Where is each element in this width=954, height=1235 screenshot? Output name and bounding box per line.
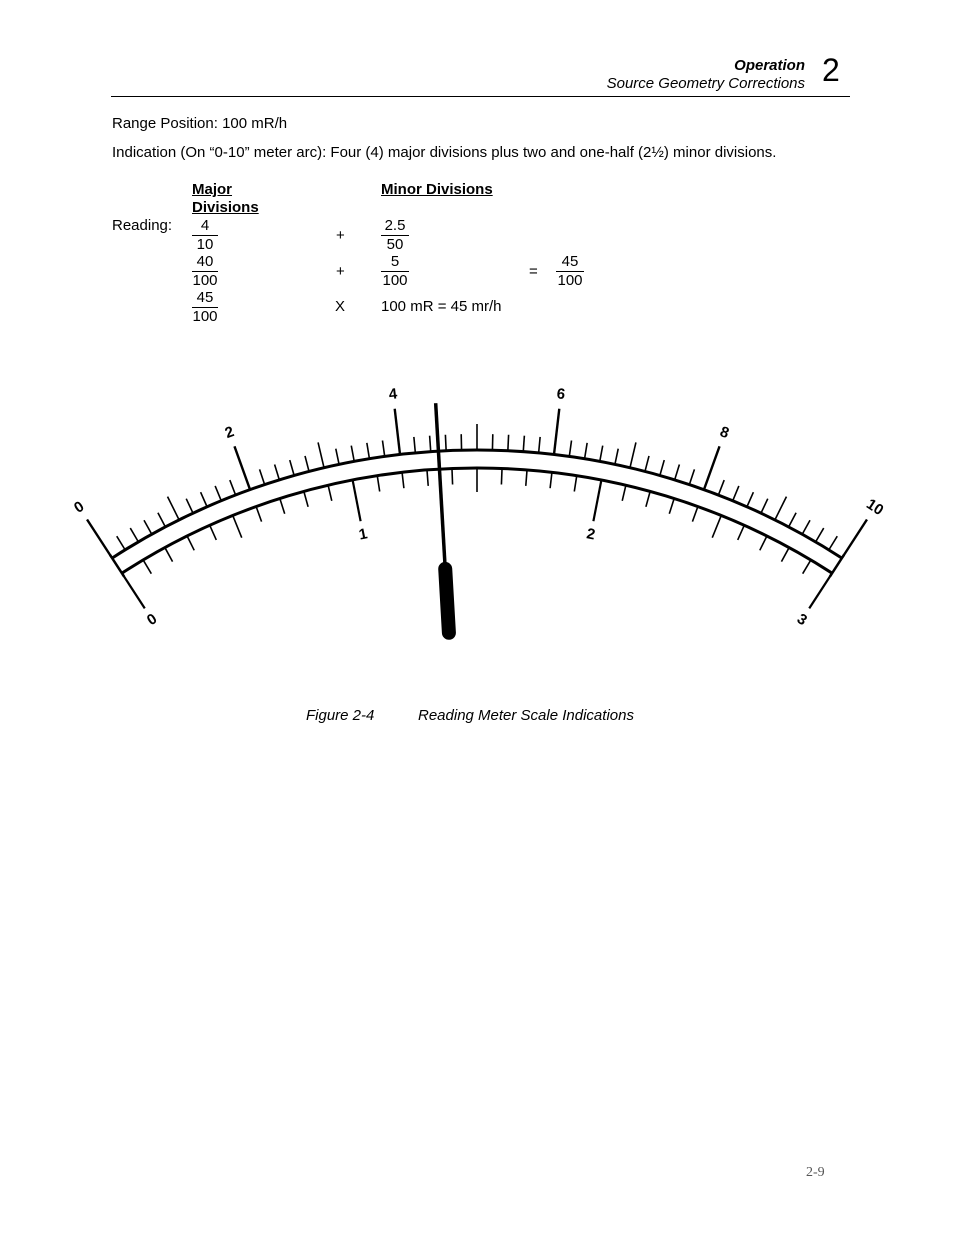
inner-tick — [593, 481, 601, 521]
inner-scale-label: 1 — [357, 525, 369, 544]
figure-title: Reading Meter Scale Indications — [418, 707, 634, 724]
outer-tick — [733, 486, 739, 500]
inner-tick — [646, 492, 650, 506]
inner-tick — [256, 507, 261, 521]
inner-tick — [803, 561, 811, 574]
band-left-cap — [110, 555, 124, 577]
outer-tick — [305, 456, 309, 471]
outer-scale-label: 0 — [70, 497, 88, 517]
row1-major-den: 10 — [196, 236, 214, 253]
row3-major-num: 45 — [192, 289, 218, 308]
outer-arc — [112, 450, 842, 558]
inner-scale-label: 3 — [793, 610, 811, 630]
inner-tick — [526, 471, 527, 486]
range-position-text: Range Position: 100 mR/h — [112, 115, 288, 132]
outer-tick — [816, 528, 824, 541]
outer-tick — [168, 497, 179, 519]
outer-tick — [523, 436, 524, 451]
reading-label: Reading: — [112, 217, 173, 234]
outer-tick — [761, 499, 767, 513]
outer-tick — [130, 528, 138, 541]
row3-result-text: 100 mR = 45 mr/h — [381, 298, 502, 315]
col-minor-header: Minor Divisions — [381, 181, 493, 198]
outer-tick — [260, 469, 265, 483]
row2-equals: = — [529, 263, 538, 280]
outer-tick — [554, 409, 559, 454]
inner-tick — [304, 492, 308, 506]
header-title: Operation — [734, 57, 805, 74]
outer-tick — [186, 499, 192, 513]
outer-tick — [275, 465, 279, 479]
outer-tick — [290, 460, 294, 474]
outer-tick — [445, 435, 446, 450]
outer-tick — [158, 513, 165, 526]
outer-tick — [803, 520, 810, 533]
inner-tick — [377, 477, 379, 492]
row1-major-num: 4 — [192, 217, 218, 236]
inner-tick — [760, 537, 767, 550]
needle-shaft — [436, 403, 446, 569]
band-right-cap — [830, 555, 844, 577]
outer-tick — [539, 437, 540, 452]
row2-major-den: 100 — [192, 272, 218, 289]
inner-tick — [210, 526, 216, 540]
inner-tick — [574, 477, 576, 492]
inner-tick — [692, 507, 697, 521]
outer-tick — [201, 492, 207, 506]
row2-minor-num: 5 — [381, 253, 409, 272]
col-major-header-1: Major — [192, 181, 233, 198]
header-subtitle: Source Geometry Corrections — [606, 75, 805, 92]
inner-tick — [809, 574, 831, 608]
inner-scale-label: 0 — [143, 610, 161, 630]
outer-scale-label: 2 — [222, 423, 237, 443]
outer-tick — [842, 520, 867, 558]
outer-tick — [430, 436, 431, 451]
indication-text: Indication (On “0-10” meter arc): Four (4) major divisions plus two and one-half (2½) minor divisions. — [112, 144, 777, 161]
col-major-header-2: Divisions — [192, 199, 259, 216]
inner-tick — [622, 486, 625, 501]
outer-tick — [414, 437, 415, 452]
outer-tick — [585, 443, 587, 458]
outer-tick — [87, 520, 112, 558]
meter-needle — [436, 403, 449, 633]
row3-operator: X — [335, 298, 346, 315]
row1-minor-num: 2.5 — [381, 217, 409, 236]
outer-tick — [382, 441, 384, 456]
outer-tick — [615, 449, 618, 464]
chapter-number: 2 — [822, 52, 840, 88]
inner-tick — [402, 473, 404, 488]
inner-tick — [165, 548, 172, 561]
outer-tick — [600, 446, 603, 461]
inner-tick — [353, 481, 361, 521]
outer-tick — [144, 520, 151, 533]
meter-arcs — [110, 450, 844, 577]
outer-tick — [675, 465, 679, 479]
inner-tick — [452, 469, 453, 484]
inner-tick — [669, 499, 674, 513]
row1-minor-den: 50 — [386, 236, 404, 253]
inner-tick — [781, 548, 788, 561]
inner-tick — [712, 516, 721, 537]
outer-scale-label: 8 — [717, 423, 732, 443]
outer-tick — [230, 480, 235, 494]
outer-tick — [747, 492, 753, 506]
inner-tick — [501, 469, 502, 484]
outer-scale-label: 6 — [555, 385, 567, 404]
outer-tick — [660, 460, 664, 474]
inner-tick — [144, 561, 152, 574]
outer-tick — [234, 446, 249, 488]
row2-minor-den: 100 — [382, 272, 408, 289]
outer-scale-label: 4 — [387, 385, 399, 404]
outer-tick — [569, 441, 571, 456]
needle-counterweight — [445, 569, 449, 633]
row2-major-num: 40 — [192, 253, 218, 272]
outer-tick — [789, 513, 796, 526]
outer-tick — [829, 536, 837, 549]
outer-tick — [719, 480, 724, 494]
outer-tick — [336, 449, 339, 464]
outer-tick — [117, 536, 125, 549]
row1-operator: + — [336, 227, 345, 244]
outer-tick — [690, 469, 695, 483]
outer-scale-label: 10 — [863, 495, 887, 519]
outer-tick — [508, 435, 509, 450]
outer-tick — [215, 486, 221, 500]
inner-tick — [122, 574, 144, 608]
outer-tick — [704, 446, 719, 488]
figure-number: Figure 2-4 — [306, 707, 375, 724]
outer-tick — [351, 446, 354, 461]
row3-major-den: 100 — [192, 308, 218, 325]
inner-tick — [233, 516, 242, 537]
outer-tick — [645, 456, 649, 471]
inner-scale-label: 2 — [585, 525, 597, 544]
outer-tick — [367, 443, 369, 458]
inner-tick — [280, 499, 285, 513]
outer-tick — [630, 442, 636, 466]
inner-tick — [427, 471, 428, 486]
page-number: 2-9 — [806, 1165, 825, 1180]
inner-tick — [188, 537, 195, 550]
row2-result-den: 100 — [557, 272, 583, 289]
inner-tick — [328, 486, 331, 501]
outer-tick — [775, 497, 786, 519]
row2-result-num: 45 — [556, 253, 584, 272]
inner-tick — [738, 526, 744, 540]
row2-operator: + — [336, 263, 345, 280]
inner-tick — [550, 473, 552, 488]
outer-tick — [318, 442, 324, 466]
outer-tick — [395, 409, 400, 454]
